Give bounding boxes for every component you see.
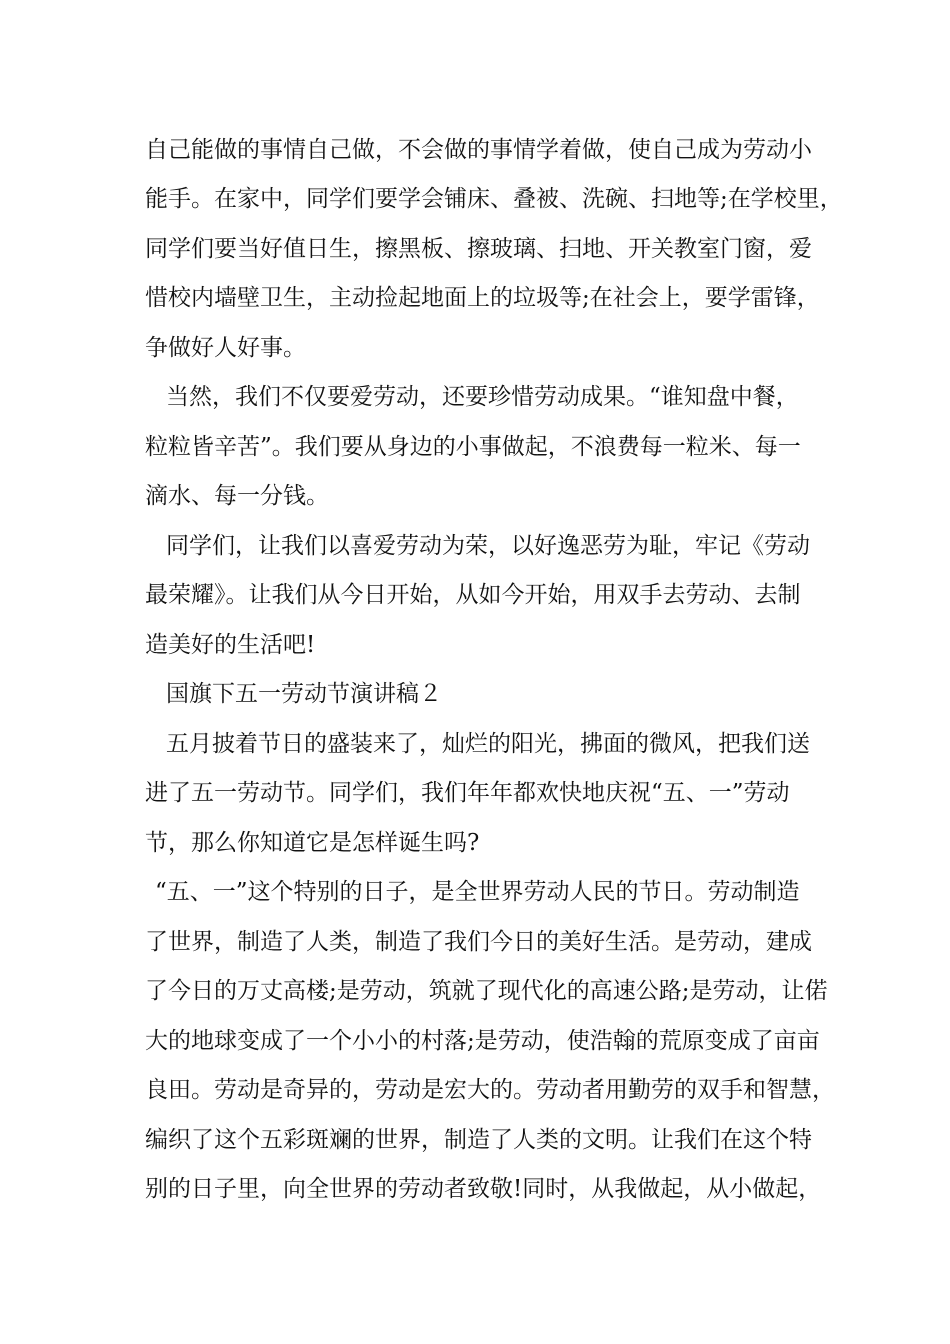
text-line: 造美好的生活吧! bbox=[145, 632, 316, 658]
text-line: 别的日子里，向全世界的劳动者致敬!同时，从我做起，从小做起， bbox=[145, 1176, 822, 1202]
text-line: 惜校内墙壁卫生，主动捡起地面上的垃圾等;在社会上，要学雷锋， bbox=[145, 285, 820, 311]
text-line: 了今日的万丈高楼;是劳动，筑就了现代化的高速公路;是劳动，让偌 bbox=[145, 978, 828, 1004]
text-line: 当然，我们不仅要爱劳动，还要珍惜劳动成果。“谁知盘中餐， bbox=[166, 384, 799, 410]
text-line: 同学们，让我们以喜爱劳动为荣，以好逸恶劳为耻，牢记《劳动 bbox=[166, 533, 810, 559]
text-line: 能手。在家中，同学们要学会铺床、叠被、洗碗、扫地等;在学校里， bbox=[145, 186, 843, 212]
text-line: 五月披着节日的盛装来了，灿烂的阳光，拂面的微风，把我们送 bbox=[166, 731, 810, 757]
text-line: 自己能做的事情自己做，不会做的事情学着做，使自己成为劳动小 bbox=[145, 137, 812, 163]
text-line: 同学们要当好值日生，擦黑板、擦玻璃、扫地、开关教室门窗，爱 bbox=[145, 236, 812, 262]
text-line: 编织了这个五彩斑斓的世界，制造了人类的文明。让我们在这个特 bbox=[145, 1127, 812, 1153]
text-line: “五、一”这个特别的日子，是全世界劳动人民的节日。劳动制造 bbox=[155, 879, 800, 905]
text-line: 了世界，制造了人类，制造了我们今日的美好生活。是劳动，建成 bbox=[145, 929, 812, 955]
text-line: 滴水、每一分钱。 bbox=[145, 483, 329, 509]
text-line: 争做好人好事。 bbox=[145, 335, 306, 361]
text-line: 大的地球变成了一个小小的村落;是劳动，使浩翰的荒原变成了亩亩 bbox=[145, 1028, 820, 1054]
section-heading: 国旗下五一劳动节演讲稿２ bbox=[166, 681, 442, 707]
text-line: 进了五一劳动节。同学们，我们年年都欢快地庆祝“五、一”劳动 bbox=[145, 780, 790, 806]
text-line: 良田。劳动是奇异的，劳动是宏大的。劳动者用勤劳的双手和智慧， bbox=[145, 1077, 835, 1103]
text-line: 节，那么你知道它是怎样诞生吗? bbox=[145, 830, 480, 856]
text-line: 粒粒皆辛苦”。我们要从身边的小事做起，不浪费每一粒米、每一 bbox=[145, 434, 801, 460]
text-line: 最荣耀》。让我们从今日开始，从如今开始，用双手去劳动、去制 bbox=[145, 582, 801, 608]
